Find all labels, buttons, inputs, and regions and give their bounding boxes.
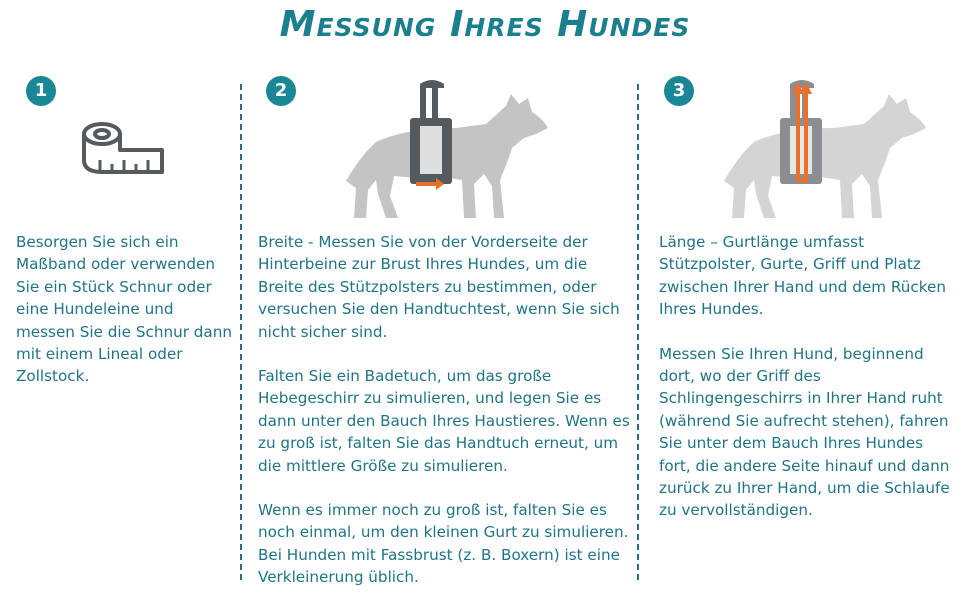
step-2-paragraph-1: Breite - Messen Sie von der Vorderseite der Hinterbeine zur Brust Ihres Hundes, um die Breite des Stützpolsters zu bestimmen, oder versuchen Sie den Handtuchtest, wenn Sie sich nicht sicher sind.: [258, 233, 620, 341]
step-3-paragraph-1: Länge – Gurtlänge umfasst Stützpolster, Gurte, Griff und Platz zwischen Ihrer Hand und dem Rücken Ihres Hundes.: [659, 233, 946, 319]
column-divider-1: [240, 84, 242, 580]
step-2-text: [258, 231, 634, 611]
step-3-paragraph-2: Messen Sie Ihren Hund, beginnend dort, wo der Griff des Schlingengeschirrs in Ihrer Hand ruht (während Sie aufrecht stehen), fahren Sie unter dem Bauch Ihres Hundes fort, die andere Seite hinauf und dann zurück zu Ihrer Hand, um die Schlaufe zu vervollständigen.: [659, 344, 950, 520]
step-number-2: 2: [266, 76, 296, 106]
step-number-1: 1: [26, 76, 56, 106]
step-number-3: 3: [664, 76, 694, 106]
column-divider-2: [637, 84, 639, 580]
step-3-text: [659, 231, 959, 544]
step-1-paragraph-1: Besorgen Sie sich ein Maßband oder verwenden Sie ein Stück Schnur oder eine Hundeleine und messen Sie die Schnur dann mit einem Lineal oder Zollstock.: [16, 233, 232, 386]
measuring-tape-icon: [78, 120, 168, 180]
page-title: Messung Ihres Hundes: [279, 4, 691, 45]
dog-harness-width-icon: [336, 76, 556, 224]
step-2-paragraph-2: Falten Sie ein Badetuch, um das große Hebegeschirr zu simulieren, und legen Sie es dann unter den Bauch Ihres Haustieres. Wenn es zu groß ist, falten Sie das Handtuch erneut, um die mittlere Größe zu simulieren.: [258, 367, 630, 475]
dog-harness-length-icon: [714, 76, 934, 224]
step-1-text: [16, 231, 234, 410]
step-2-paragraph-3: Wenn es immer noch zu groß ist, falten Sie es noch einmal, um den kleinen Gurt zu simulieren. Bei Hunden mit Fassbrust (z. B. Boxern) ist eine Verkleinerung üblich.: [258, 501, 629, 587]
